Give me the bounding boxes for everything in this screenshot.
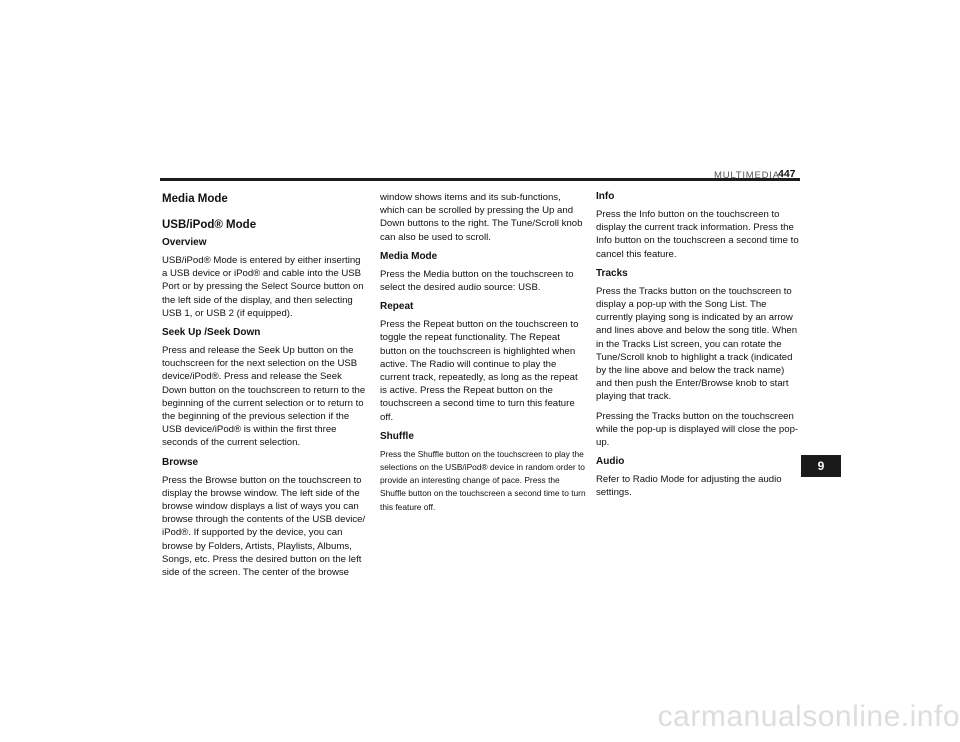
overview-text: USB/iPod® Mode is entered by either inserting a USB device or iPod® and cable into the USB Port or by pressing the Select Source button on the left side of the display, and then selecting USB 1, or USB 2 (if equipped). (162, 255, 364, 319)
seek-text: Press and release the Seek Up button on the touchscreen for the next selection on the USB device/iPod®. Press and release the Seek Down button on the touchscreen to return to the beginning of the current selection or to return to the beginning of the previous selection if the USB device/iPod® is within the first three seconds of the current selection. (162, 345, 366, 449)
header-rule (160, 178, 800, 181)
watermark: carmanualsonline.info (657, 700, 960, 733)
media-mode-text: Press the Media button on the touchscreen to select the desired audio source: USB. (380, 268, 574, 294)
repeat-text: Press the Repeat button on the touchscreen to toggle the repeat functionality. The Repeat button on the touchscreen is highlighted when active. The Radio will continue to play the current track, repeatedly, as long as the repeat is active. Press the Repeat button on the touchscreen a second time to turn this feature off. (380, 319, 579, 423)
tracks-text: Press the Tracks button on the touchscreen to display a pop-up with the Song List. The currently playing song is indicated by an arrow and lines above and below the song title. When in the Tracks List screen, you can rotate the Tune/Scroll knob to highlight a track (indicated by the line above and below the track name) and then push the Enter/Browse knob to start playing that track. (596, 285, 798, 403)
browse-heading: Browse (162, 456, 199, 468)
browse-text: Press the Browse button on the touchscreen to display the browse window. The left side of the browse window displays a list of ways you can browse through the contents of the USB device/ iPod®. If supported by the device, you can browse by Folders, Artists, Playlists, Albums, Songs, etc. Press the desired button on the left side of the screen. The center of the browse (162, 474, 366, 579)
section-title: Media Mode (162, 193, 228, 205)
tracks-text-2: Pressing the Tracks button on the touchscreen while the pop-up is displayed will close the pop-up. (596, 410, 799, 449)
browse-continued-text: window shows items and its sub-functions, which can be scrolled by pressing the Up and Down buttons to the right. The Tune/Scroll knob can also be used to scroll. (380, 192, 583, 243)
audio-text: Refer to Radio Mode for adjusting the audio settings. (596, 474, 782, 499)
shuffle-text: Press the Shuffle button on the touchscreen to play the selections on the USB/iPod® device in random order to provide an interesting change of pace. Press the Shuffle button on the touchscreen a second time to turn this feature off. (380, 448, 586, 512)
media-mode-heading: Media Mode (380, 250, 438, 262)
info-heading: Info (596, 191, 615, 202)
audio-heading: Audio (596, 456, 625, 468)
column-2 (380, 191, 586, 520)
subsection-title: USB/iPod® Mode (162, 219, 257, 231)
seek-heading: Seek Up /Seek Down (162, 327, 261, 339)
overview-heading: Overview (162, 237, 207, 248)
page-number: 447 (778, 168, 796, 180)
column-1 (162, 190, 368, 585)
column-3 (596, 190, 802, 506)
info-text: Press the Info button on the touchscreen to display the current track information. Press the Info button on the touchscreen a second time to cancel this feature. (596, 209, 799, 260)
chapter-tab: 9 (801, 455, 841, 477)
running-header-section: MULTIMEDIA (714, 170, 780, 181)
tracks-heading: Tracks (596, 267, 628, 279)
shuffle-heading: Shuffle (380, 430, 414, 442)
repeat-heading: Repeat (380, 301, 414, 313)
